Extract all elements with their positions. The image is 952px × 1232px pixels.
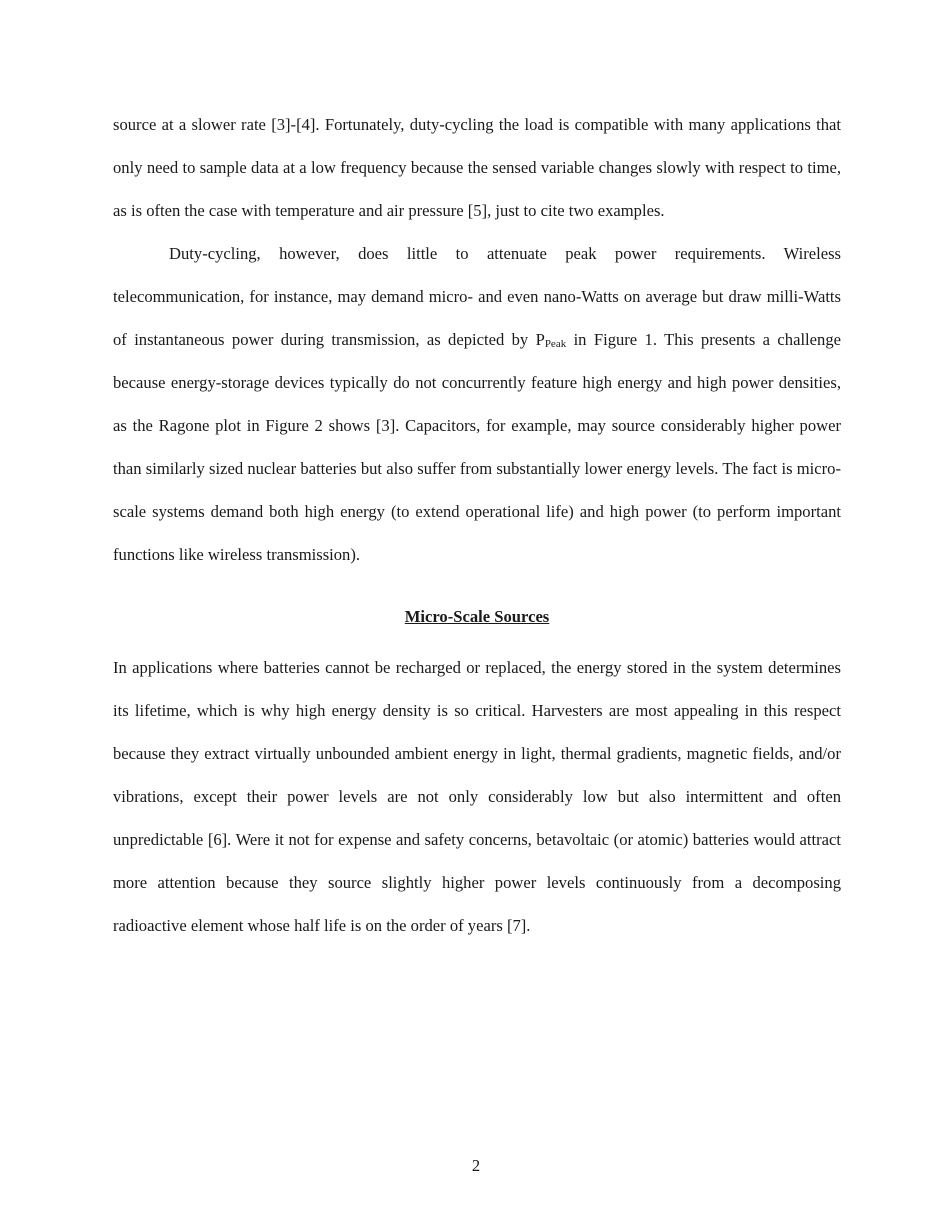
paragraph-duty-cycling-intro: source at a slower rate [3]-[4]. Fortunately, duty-cycling the load is compatible with many applications that only need to sample data at a low frequency because the sensed variable changes slowly with respect to time, as is often the case with temperature and air pressure [5], just to cite two examples. xyxy=(113,115,841,220)
peak-subscript: Peak xyxy=(544,338,567,350)
paragraph-micro-scale-sources: In applications where batteries cannot be recharged or replaced, the energy stored in the system determines its lifetime, which is why high energy density is so critical. Harvesters are most appealing in this respect because they extract virtually unbounded ambient energy in light, thermal gradients, magnetic fields, and/or vibrations, except their power levels are not only considerably low but also intermittent and often unpredictable [6]. Were it not for expense and safety concerns, betavoltaic (or atomic) batteries would attract more attention because they source slightly higher power levels continuously from a decomposing radioactive element whose half life is on the order of years [7]. xyxy=(113,658,841,935)
paragraph-peak-power xyxy=(113,232,841,576)
paragraph-peak-power-text-start: Duty-cycling, however, does little to attenuate peak power requirements. Wireless telecommunication, for instance, may demand micro- and even nano-Watts on average but draw milli-Watts of instantaneous power during transmission, as depicted by P xyxy=(113,244,841,349)
page-number: 2 xyxy=(471,1156,481,1175)
document-body xyxy=(113,103,841,947)
section-heading-micro-scale-sources: Micro-Scale Sources xyxy=(404,607,550,626)
paragraph-peak-power-text-end: in Figure 1. This presents a challenge because energy-storage devices typically do not concurrently feature high energy and high power densities, as the Ragone plot in Figure 2 shows [3]. Capacitors, for example, may source considerably higher power than similarly sized nuclear batteries but also suffer from substantially lower energy levels. The fact is micro-scale systems demand both high energy (to extend operational life) and high power (to perform important functions like wireless transmission). xyxy=(113,330,841,564)
